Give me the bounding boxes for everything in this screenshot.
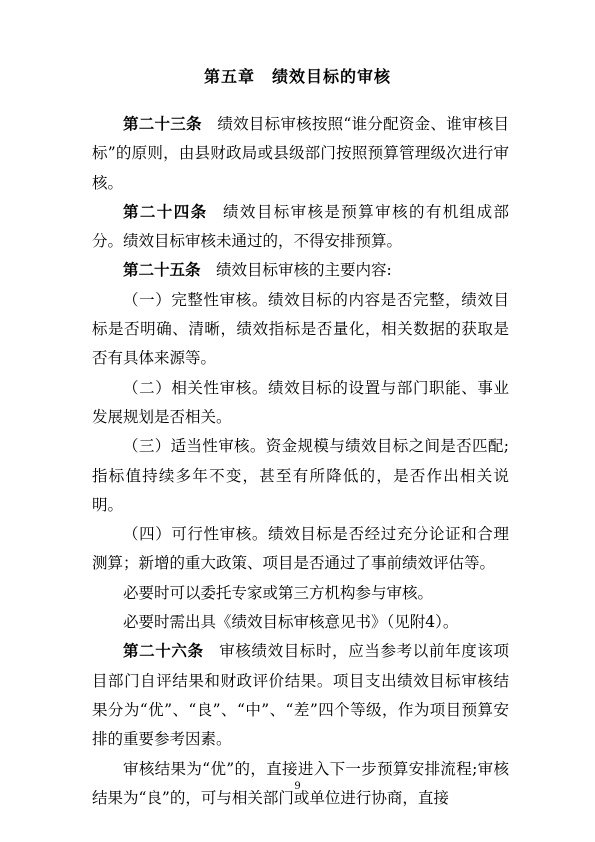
article-text: 绩效目标审核的主要内容: bbox=[216, 261, 392, 280]
article-number: 第二十五条 bbox=[123, 261, 201, 280]
article-number: 第二十三条 bbox=[123, 115, 202, 133]
article-23 bbox=[92, 110, 509, 198]
article-text: 绩效目标审核按照“谁分配资金、谁审核目标”的原则，由县财政局或县级部门按照预算管理级次进行审核。 bbox=[92, 115, 509, 192]
closing-paragraph: 审核结果为“优”的，直接进入下一步预算安排流程;审核结果为“良”的，可与相关部门或单位进行协商，直接 bbox=[92, 759, 509, 807]
review-item-relevance: （二）相关性审核。绩效目标的设置与部门职能、事业发展规划是否相关。 bbox=[92, 378, 509, 426]
note-paragraph: 必要时需出具《绩效目标审核意见书》（见附4）。 bbox=[123, 613, 459, 632]
article-number: 第二十六条 bbox=[123, 642, 204, 661]
chapter-title: 第五章 绩效目标的审核 bbox=[203, 67, 391, 86]
article-number: 第二十四条 bbox=[123, 202, 208, 221]
review-item-feasibility: （四）可行性审核。绩效目标是否经过充分论证和合理测算；新增的重大政策、项目是否通过了事前绩效评估等。 bbox=[92, 525, 509, 573]
review-item-completeness: （一）完整性审核。绩效目标的内容是否完整，绩效目标是否明确、清晰，绩效指标是否量化，相关数据的获取是否有具体来源等。 bbox=[92, 290, 509, 368]
page-number: 9 bbox=[294, 781, 301, 792]
article-25 bbox=[92, 256, 509, 285]
document-body bbox=[92, 110, 509, 813]
review-item-appropriateness: （三）适当性审核。资金规模与绩效目标之间是否匹配;指标值持续多年不变，甚至有所降低的，是否作出相关说明。 bbox=[92, 437, 509, 514]
article-24 bbox=[92, 198, 509, 257]
article-text: 绩效目标审核是预算审核的有机组成部分。绩效目标审核未通过的，不得安排预算。 bbox=[92, 202, 509, 251]
note-paragraph: 必要时可以委托专家或第三方机构参与审核。 bbox=[123, 583, 434, 602]
article-text: 审核绩效目标时，应当参考以前年度该项目部门自评结果和财政评价结果。项目支出绩效目标审核结果分为“优”、“良”、“中”、“差”四个等级，作为项目预算安排的重要参考因素。 bbox=[92, 642, 509, 749]
article-26 bbox=[92, 637, 509, 754]
